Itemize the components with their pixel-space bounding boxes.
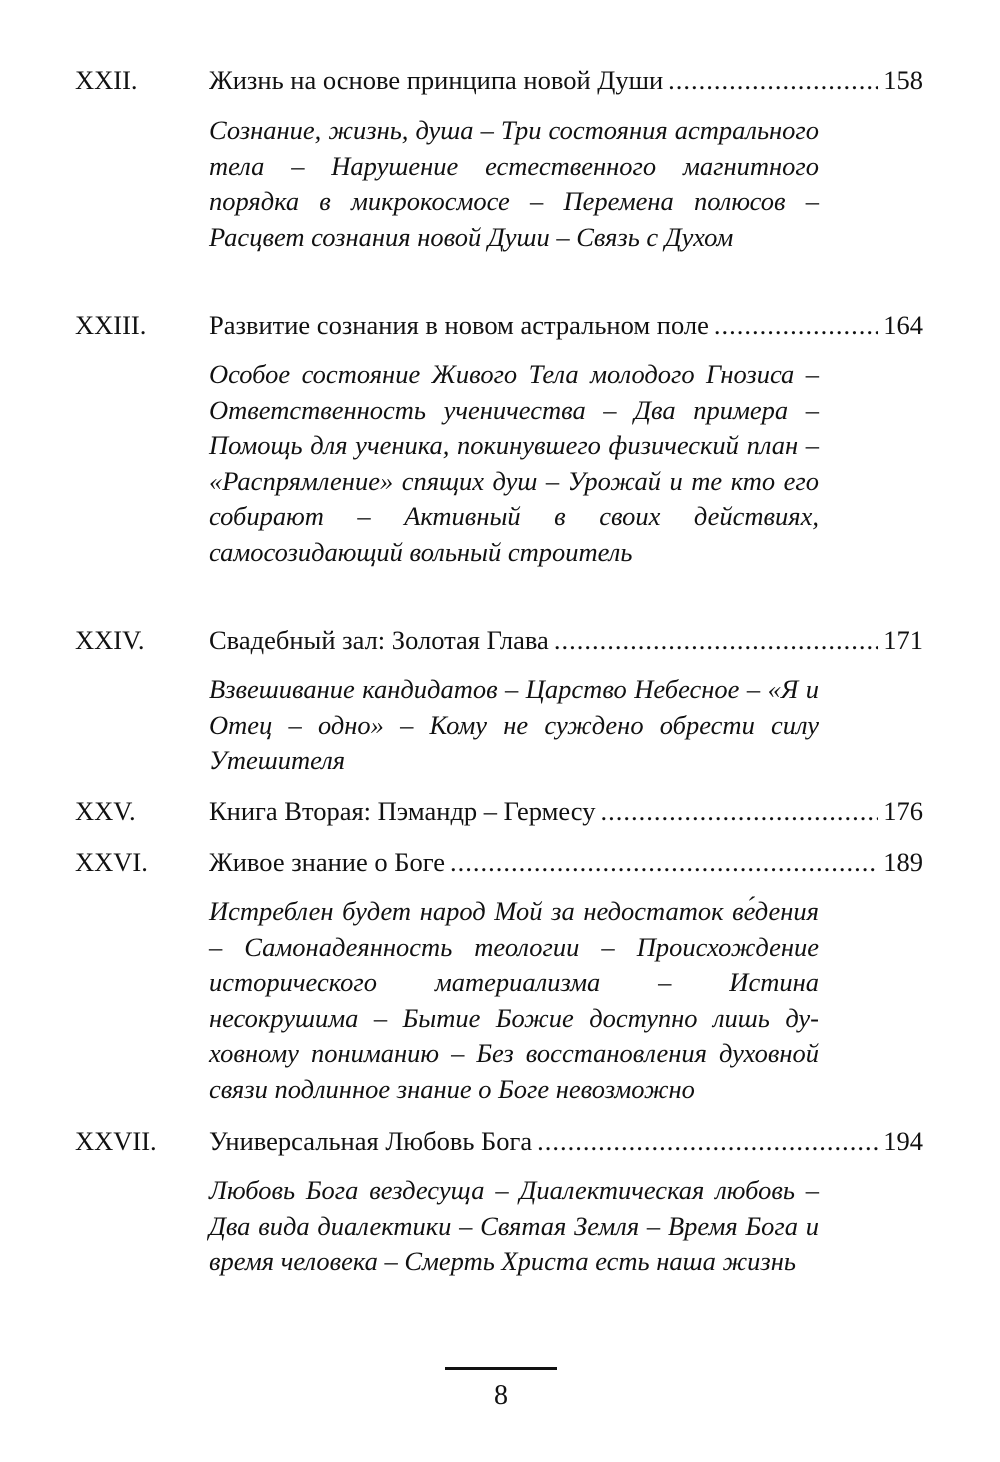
dot-leader xyxy=(537,1121,878,1161)
chapter-title: Развитие сознания в новом астральном поле xyxy=(209,310,709,340)
page-reference: 164 xyxy=(883,310,923,340)
page-number: 8 xyxy=(494,1380,508,1411)
toc-entry xyxy=(75,791,923,831)
page-reference: 171 xyxy=(883,625,923,655)
chapter-summary: Сознание, жизнь, душа – Три состояния астрального тела – Нарушение естественного магнитного порядка в микрокосмосе – Перемена полюсов – Расцвет сознания новой Души – Связь с Духом xyxy=(209,115,819,252)
chapter-number: XXIII. xyxy=(75,310,147,340)
dot-leader xyxy=(600,791,878,831)
chapter-number: XXVI. xyxy=(75,847,148,877)
toc-title-row xyxy=(209,842,923,882)
dot-leader xyxy=(554,620,878,660)
page-reference: 176 xyxy=(883,796,923,826)
chapter-number: XXIV. xyxy=(75,625,145,655)
chapter-title: Универсальная Любовь Бога xyxy=(209,1126,533,1156)
toc-title-row xyxy=(209,620,923,660)
chapter-summary: Любовь Бога вездесуща – Диалектическая любовь – Два вида диалектики – Святая Земля – Время Бога и время человека – Смерть Христа есть наша жизнь xyxy=(209,1175,819,1276)
chapter-summary: Взвешивание кандидатов – Царство Небесное – «Я и Отец – одно» – Кому не суждено обрести силу Утешителя xyxy=(209,674,819,775)
chapter-title: Жизнь на основе принципа новой Души xyxy=(209,65,664,95)
chapter-number: XXII. xyxy=(75,65,138,95)
toc-entry xyxy=(75,60,923,100)
dot-leader xyxy=(714,305,878,345)
toc-entry xyxy=(75,1121,923,1161)
toc-title-row xyxy=(209,791,923,831)
chapter-title: Книга Вторая: Пэмандр – Гермесу xyxy=(209,796,596,826)
toc-title-row xyxy=(209,305,923,345)
toc-title-row xyxy=(209,60,923,100)
dot-leader xyxy=(450,842,878,882)
page-reference: 189 xyxy=(883,847,923,877)
dot-leader xyxy=(668,60,878,100)
toc-title-row xyxy=(209,1121,923,1161)
footer-rule xyxy=(445,1367,557,1370)
chapter-summary: Особое состояние Живого Тела молодого Гнозиса – Ответственность ученичества – Два примера – Помощь для ученика, покинувшего физический план – «Распрямление» спящих душ – Урожай и те кто его собирают – Активный в своих действиях, самосозидающий вольный строитель xyxy=(209,359,819,567)
chapter-number: XXVII. xyxy=(75,1126,157,1156)
chapter-number: XXV. xyxy=(75,796,136,826)
chapter-title: Свадебный зал: Золотая Глава xyxy=(209,625,549,655)
page-reference: 158 xyxy=(883,65,923,95)
chapter-summary: Истреблен будет народ Мой за недостаток ве́дения – Самонадеянность теологии – Происхождение исторического материализма – Истина несокрушима – Бытие Божие доступно лишь духовному пониманию – Без восстановления духовной связи подлинное знание о Боге невозможно xyxy=(209,896,819,1104)
toc-entry xyxy=(75,305,923,345)
page-reference: 194 xyxy=(883,1126,923,1156)
chapter-title: Живое знание о Боге xyxy=(209,847,446,877)
toc-entry xyxy=(75,842,923,882)
toc-entry xyxy=(75,620,923,660)
